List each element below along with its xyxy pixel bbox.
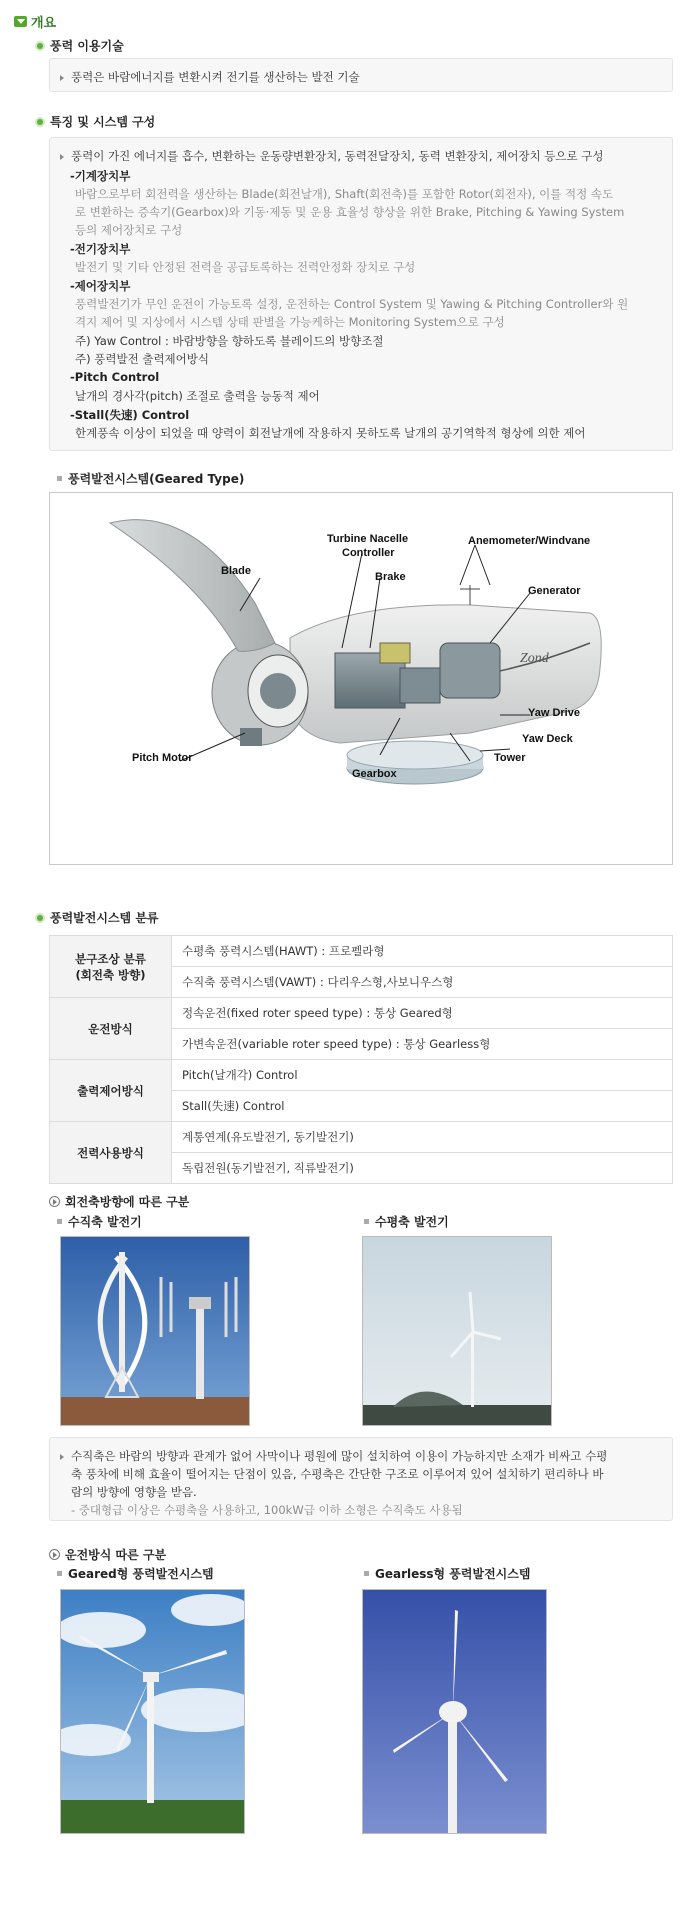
- ctrl-text-2: 격지 제어 및 지상에서 시스템 상태 판별을 가능케하는 Monitoring System으로 구성: [75, 315, 505, 329]
- row-header-line: 분구조상 분류: [75, 951, 146, 966]
- gearless-label-text: Gearless형 풍력발전시스템: [375, 1567, 531, 1581]
- label-brand: Zond: [520, 651, 549, 666]
- rotation-desc-4: - 중대형급 이상은 수평축을 사용하고, 100kW급 이하 소형은 수직축도 사용됨: [71, 1503, 463, 1517]
- geared-label: [57, 1565, 214, 1582]
- green-bullet-icon: [35, 117, 45, 127]
- features-heading: [35, 113, 155, 130]
- table-row: [50, 998, 673, 1029]
- horizontal-axis-photo: [362, 1236, 552, 1426]
- triangle-icon: [60, 75, 64, 81]
- table-header-cell: [50, 936, 172, 998]
- features-intro: 풍력이 가진 에너지를 흡수, 변환하는 운동량변환장치, 동력전달장치, 동력 변환장치, 제어장치 등으로 구성: [71, 149, 604, 163]
- rotation-desc-line-1: [60, 1448, 607, 1464]
- features-heading-text: 특징 및 시스템 구성: [50, 115, 156, 129]
- green-bullet-icon: [35, 913, 45, 923]
- page-title-text: 개요: [31, 16, 57, 31]
- label-nacelle-2: Controller: [342, 547, 395, 559]
- usage-heading-text: 풍력 이용기술: [50, 39, 124, 53]
- row-header-line: (회전축 방향): [75, 967, 146, 982]
- label-generator: Generator: [528, 585, 581, 597]
- mech-text-1: 바람으로부터 회전력을 생산하는 Blade(회전날개), Shaft(회전축)를 포함한 Rotor(회전자), 이를 적정 속도: [75, 187, 614, 201]
- label-anemometer: Anemometer/Windvane: [468, 535, 591, 547]
- ctrl-text-1: 풍력발전기가 무인 운전이 가능토록 설정, 운전하는 Control System 및 Yawing & Pitching Controller와 원: [75, 297, 629, 311]
- square-bullet-icon: [364, 1219, 369, 1224]
- vertical-label: [57, 1213, 142, 1230]
- horizontal-label-text: 수평축 발전기: [375, 1215, 449, 1229]
- rotation-desc-1: 수직축은 바람의 방향과 관계가 없어 사막이나 평원에 많이 설치하여 이용이 가능하지만 소재가 비싸고 수평: [71, 1449, 608, 1463]
- table-row: [50, 1060, 673, 1091]
- table-row: [50, 1122, 673, 1153]
- rotation-desc-2: 축 풍차에 비해 효율이 떨어지는 단점이 있음, 수평축은 간단한 구조로 이루어져 있어 설치하기 편리하나 바: [71, 1467, 604, 1481]
- pitch-text: 날개의 경사각(pitch) 조절로 출력을 능동적 제어: [75, 389, 320, 403]
- elec-text: 발전기 및 기타 안정된 전력을 공급토록하는 전력안정화 장치로 구성: [75, 260, 416, 274]
- geared-label-text: Geared형 풍력발전시스템: [68, 1567, 214, 1581]
- square-bullet-icon: [57, 1219, 62, 1224]
- note-2: 주) 풍력발전 출력제어방식: [75, 352, 209, 366]
- table-header-cell: 운전방식: [50, 998, 172, 1060]
- title-icon: [14, 16, 27, 27]
- label-pitch-motor: Pitch Motor: [132, 752, 193, 764]
- diagram-title: [57, 470, 244, 487]
- usage-line: [60, 69, 360, 85]
- classification-heading-text: 풍력발전시스템 분류: [50, 911, 159, 925]
- classification-table: [49, 935, 673, 1184]
- note-1: 주) Yaw Control : 바람방향을 향하도록 블레이드의 방향조절: [75, 334, 384, 348]
- circle-arrow-icon: [49, 1549, 60, 1560]
- table-cell: 수평축 풍력시스템(HAWT) : 프로펠라형: [172, 936, 673, 967]
- usage-box: [49, 58, 673, 92]
- stall-text: 한계풍속 이상이 되었을 때 양력이 회전날개에 작용하지 못하도록 날개의 공기역학적 형상에 의한 제어: [75, 426, 586, 440]
- rotation-desc-3: 람의 방향에 영향을 받음.: [71, 1485, 197, 1499]
- label-brake: Brake: [375, 571, 406, 583]
- features-box: [49, 137, 673, 451]
- label-yaw-deck: Yaw Deck: [522, 733, 573, 745]
- table-header-cell: 출력제어방식: [50, 1060, 172, 1122]
- table-row: [50, 936, 673, 967]
- table-cell: Pitch(날개각) Control: [172, 1060, 673, 1091]
- table-header-cell: 전력사용방식: [50, 1122, 172, 1184]
- geared-diagram: [49, 492, 673, 865]
- vertical-label-text: 수직축 발전기: [68, 1215, 142, 1229]
- usage-heading: [35, 37, 124, 54]
- rotation-desc-box: [49, 1437, 673, 1521]
- ctrl-title: -제어장치부: [70, 279, 131, 293]
- pitch-title: -Pitch Control: [70, 370, 160, 384]
- green-bullet-icon: [35, 41, 45, 51]
- triangle-icon: [60, 154, 64, 160]
- geared-photo: [60, 1589, 245, 1834]
- gearless-label: [364, 1565, 530, 1582]
- label-tower: Tower: [494, 752, 526, 764]
- operation-heading: [49, 1546, 166, 1563]
- label-gearbox: Gearbox: [352, 768, 397, 780]
- triangle-icon: [60, 1454, 64, 1460]
- mech-text-3: 등의 제어장치로 구성: [75, 223, 183, 237]
- gearless-photo: [362, 1589, 547, 1834]
- horizontal-label: [364, 1213, 449, 1230]
- rotation-heading-text: 회전축방향에 따른 구분: [65, 1195, 190, 1209]
- vertical-axis-photo: [60, 1236, 250, 1426]
- operation-heading-text: 운전방식 따른 구분: [65, 1548, 167, 1562]
- mech-title: -기계장치부: [70, 169, 131, 183]
- square-bullet-icon: [364, 1571, 369, 1576]
- square-bullet-icon: [57, 1571, 62, 1576]
- table-cell: 수직축 풍력시스템(VAWT) : 다리우스형,사보니우스형: [172, 967, 673, 998]
- classification-heading: [35, 909, 159, 926]
- table-cell: Stall(失速) Control: [172, 1091, 673, 1122]
- stall-title: -Stall(失速) Control: [70, 408, 190, 422]
- square-bullet-icon: [57, 476, 62, 481]
- label-yaw-drive: Yaw Drive: [528, 707, 580, 719]
- usage-text: 풍력은 바람에너지를 변환시켜 전기를 생산하는 발전 기술: [71, 70, 360, 84]
- table-cell: 계통연계(유도발전기, 동기발전기): [172, 1122, 673, 1153]
- table-cell: 가변속운전(variable roter speed type) : 통상 Gearless형: [172, 1029, 673, 1060]
- mech-text-2: 로 변환하는 증속기(Gearbox)와 기동·제동 및 운용 효율성 향상을 위한 Brake, Pitching & Yawing System: [75, 205, 625, 219]
- rotation-heading: [49, 1193, 189, 1210]
- page-title: [14, 12, 56, 31]
- table-cell: 정속운전(fixed roter speed type) : 통상 Geared형: [172, 998, 673, 1029]
- circle-arrow-icon: [49, 1196, 60, 1207]
- label-blade: Blade: [221, 565, 251, 577]
- diagram-title-text: 풍력발전시스템(Geared Type): [68, 472, 245, 486]
- elec-title: -전기장치부: [70, 242, 131, 256]
- table-cell: 독립전원(동기발전기, 직류발전기): [172, 1153, 673, 1184]
- label-nacelle-1: Turbine Nacelle: [327, 533, 409, 545]
- features-intro-line: [60, 148, 604, 164]
